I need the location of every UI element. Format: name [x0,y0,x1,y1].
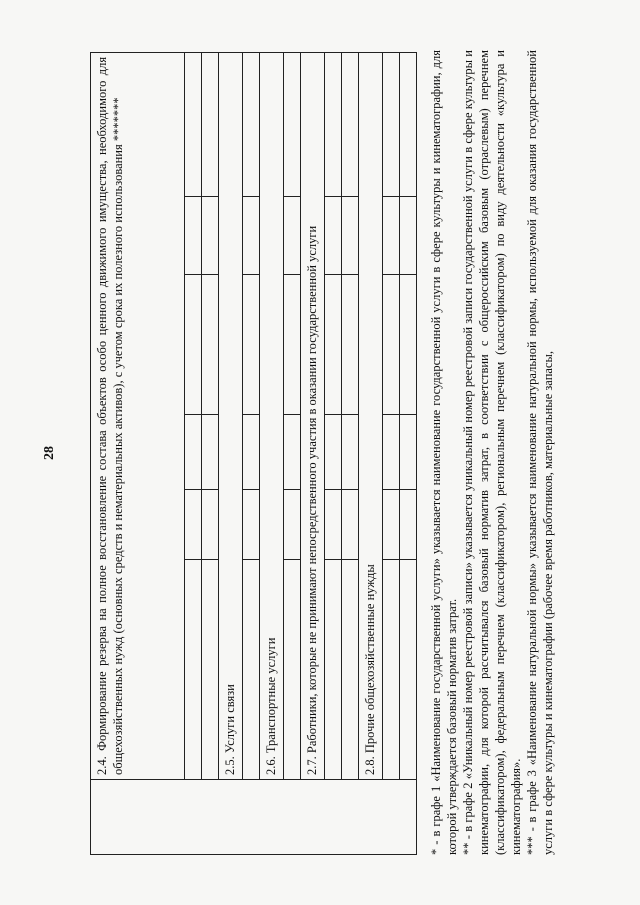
table-row [325,52,342,854]
table-row [260,52,284,854]
norms-table [90,52,417,855]
row-label-2-8: 2.8. Прочие общехозяйственные нужды [359,52,383,779]
table-row [91,52,185,854]
footnote-3: *** - в графе 3 «Наименование натуральной нормы» указывается наименование натуральной нормы, используемой для оказания государственной услуги в сфере культуры и кинематографии (рабочее время работников, материальные запасы, [525,50,555,855]
footnotes [428,50,556,855]
table-row [202,52,219,854]
table-row [400,52,417,854]
footnote-1: * - в графе 1 «Наименование государственной услуги» указывается наименование государственной услуги в сфере культуры и кинематографии, для которой утверждается базовый норматив затрат. [429,50,459,855]
table-row [301,52,325,854]
table-row [185,52,202,854]
merged-first-column-cell [91,780,417,855]
row-label-2-7: 2.7. Работники, которые не принимают непосредственного участия в оказании государственной услуги [301,52,325,779]
table-row [359,52,383,854]
rotated-page [40,10,600,890]
footnote-2: ** - в графе 2 «Уникальный номер реестровой записи» указывается уникальный номер реестровой записи государственной услуги в сфере культуры и кинематографии, для которой рассчитывался базовый норматив затрат, в соответствии с общероссийским базовым (отраслевым) перечнем (классификатором), федеральным перечнем (классификатором), региональным перечнем (классификатором) по виду деятельности «культура и кинематография». [461,50,523,855]
table-row [383,52,400,854]
row-label-2-5: 2.5. Услуги связи [219,52,243,779]
page-number: 28 [42,446,57,460]
table-row [219,52,243,854]
row-label-2-6: 2.6. Транспортные услуги [260,52,284,779]
table-row [243,52,260,854]
table-row [342,52,359,854]
table-row [284,52,301,854]
row-label-2-4: 2.4. Формирование резерва на полное восстановление состава объектов особо ценного движимого имущества, необходимого для общехозяйственных нужд (основных средств и нематериальных активов), с учетом срока их полезного использования ******* [91,52,185,779]
